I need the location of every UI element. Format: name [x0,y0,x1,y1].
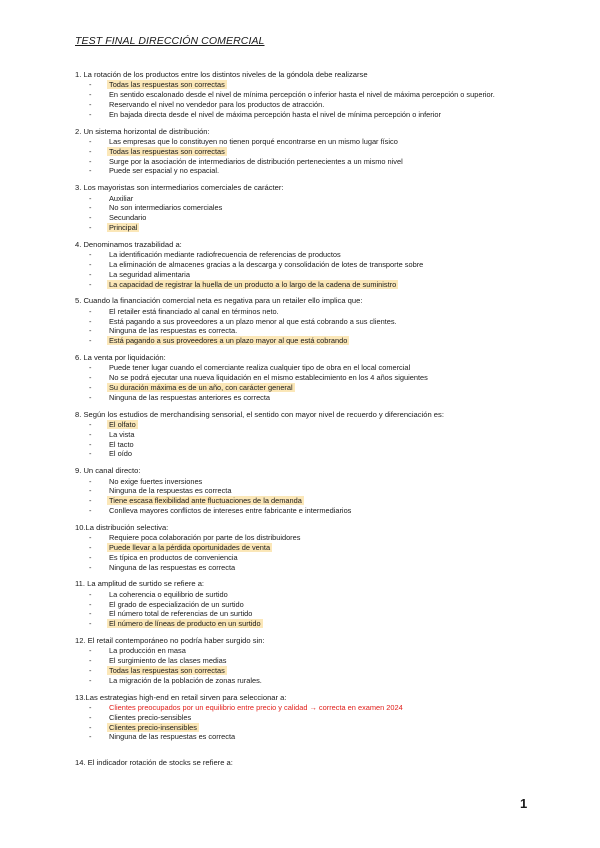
question-text: 13.Las estrategias high-end en retail sirven para seleccionar a: [75,692,287,702]
option-list [75,363,545,402]
option-text: Está pagando a sus proveedores a un plazo menor al que está cobrando a sus clientes. [109,316,397,326]
option-item [75,449,545,459]
option-text: Está pagando a sus proveedores a un plazo mayor al que está cobrando [109,336,348,346]
option-item-correct [75,496,545,506]
option-text: Clientes precio-insensibles [109,722,197,732]
option-text: El olfato [109,419,136,429]
option-text: La vista [109,429,135,439]
question-list [75,70,545,749]
option-item-correct [75,80,545,90]
option-text: Ninguna de la respuestas es correcta [109,486,232,496]
option-item [75,477,545,487]
option-list [75,590,545,629]
option-item [75,157,545,167]
question-block [75,183,545,233]
question-block [75,579,545,629]
option-text: Clientes preocupados por un equilibrio entre precio y calidad → correcta en examen 2024 [109,702,403,712]
option-list [75,307,545,346]
option-text: En sentido escalonado desde el nivel de mínima percepción o inferior hasta el nivel de máxima percepción o superior. [109,90,495,100]
option-list [75,137,545,176]
question-block [75,127,545,177]
question-text: 6. La venta por liquidación: [75,352,166,362]
option-text: El oído [109,449,133,459]
option-text: Ninguna de las respuestas es correcta. [109,326,238,336]
option-text: Todas las respuestas son correctas [109,665,225,675]
question-text: 9. Un canal directo: [75,466,141,476]
option-list [75,533,545,572]
option-text: Ninguna de las respuestas es correcta [109,732,236,742]
question-block [75,523,545,573]
question-text: 1. La rotación de los productos entre los distintos niveles de la góndola debe realizarse [75,70,368,79]
option-item [75,656,545,666]
option-item-correct [75,666,545,676]
option-item [75,203,545,213]
option-text: No se podrá ejecutar una nueva liquidación en el mismo establecimiento en los 4 años siguientes [109,373,428,383]
page-title: TEST FINAL DIRECCIÓN COMERCIAL [75,35,265,47]
option-text: Auxiliar [109,193,134,203]
option-text: No son intermediarios comerciales [109,203,223,213]
option-list [75,194,545,233]
option-text: Principal [109,222,138,232]
option-text: Puede tener lugar cuando el comerciante realiza cualquier tipo de obra en el local comercial [109,363,411,373]
question-text: 12. El retail contemporáneo no podría haber surgido sin: [75,635,265,645]
option-text: Conlleva mayores conflictos de intereses entre fabricante e intermediarios [109,505,352,515]
question-text: 11. La amplitud de surtido se refiere a: [75,579,205,589]
question-text: 8. Según los estudios de merchandising sensorial, el sentido con mayor nivel de recuerdo y diferenciación es: [75,409,444,419]
option-text: La producción en masa [109,646,186,656]
option-item [75,713,545,723]
option-text: La coherencia o equilibrio de surtido [109,589,228,599]
option-text: La capacidad de registrar la huella de un producto a lo largo de la cadena de suministro [109,279,397,289]
option-text: El surgimiento de las clases medias [109,656,227,666]
option-text: Su duración máxima es de un año, con carácter general [109,382,293,392]
option-item-correct [75,619,545,629]
question-block [75,353,545,403]
option-text: La identificación mediante radiofrecuencia de referencias de productos [109,250,341,260]
question-block [75,70,545,120]
option-item [75,732,545,742]
option-text: La seguridad alimentaria [109,269,190,279]
option-text: Requiere poca colaboración por parte de los distribuidores [109,533,301,543]
option-item [75,363,545,373]
option-item [75,646,545,656]
option-text: Todas las respuestas son correctas [109,146,225,156]
option-item [75,393,545,403]
option-list [75,420,545,459]
option-item [75,373,545,383]
question-block [75,410,545,460]
question-block [75,693,545,743]
option-text: El grado de especialización de un surtido [109,599,244,609]
question-block [75,296,545,346]
option-text: El número total de referencias de un surtido [109,609,253,619]
question-block [75,466,545,516]
page-number: 1 [520,796,528,811]
option-item [75,90,545,100]
option-item [75,506,545,516]
option-item [75,270,545,280]
question-text: 10.La distribución selectiva: [75,522,169,532]
option-text: Puede ser espacial y no espacial. [109,166,220,176]
option-item-correct [75,383,545,393]
option-list [75,646,545,685]
option-text: Las empresas que lo constituyen no tienen porqué encontrarse en un mismo lugar físico [109,137,398,146]
option-text: Puede llevar a la pérdida oportunidades de venta [109,542,271,552]
question-text: 3. Los mayoristas son intermediarios comerciales de carácter: [75,183,284,193]
option-item [75,317,545,327]
option-item [75,110,545,120]
option-item [75,486,545,496]
option-text: En bajada directa desde el nivel de máxima percepción hasta el nivel de mínima percepción o inferior [109,109,441,119]
option-text: El número de líneas de producto en un surtido [109,619,261,629]
option-item [75,600,545,610]
option-item-correct [75,723,545,733]
option-item-correct [75,223,545,233]
option-item [75,676,545,686]
option-item [75,260,545,270]
option-item-correct [75,280,545,290]
option-list [75,703,545,742]
option-text: El retailer está financiado al canal en términos neto. [109,306,279,316]
option-text: Ninguna de las respuestas anteriores es correcta [109,392,271,402]
option-item-correct [75,420,545,430]
option-item [75,590,545,600]
option-item [75,533,545,543]
question-block [75,240,545,290]
option-item [75,213,545,223]
option-item [75,307,545,317]
question-text: 5. Cuando la financiación comercial neta es negativa para un retailer ello implica que: [75,296,363,306]
option-item-correct [75,147,545,157]
option-item [75,166,545,176]
option-list [75,80,545,119]
option-item-correct [75,336,545,346]
question-text: 4. Denominamos trazabilidad a: [75,239,182,249]
option-item [75,440,545,450]
option-item [75,326,545,336]
option-list [75,250,545,289]
option-item [75,194,545,204]
option-text: Ninguna de las respuestas es correcta [109,562,236,572]
question-text: 2. Un sistema horizontal de distribución: [75,126,210,136]
option-item [75,250,545,260]
option-item [75,100,545,110]
option-text: Tiene escasa flexibilidad ante fluctuaciones de la demanda [109,496,302,506]
option-item [75,563,545,573]
option-text: Es típica en productos de conveniencia [109,552,238,562]
option-text: Surge por la asociación de intermediarios de distribución pertenecientes a un mismo nivel [109,156,403,166]
option-item [75,137,545,147]
option-text: La migración de la población de zonas rurales. [109,675,262,685]
option-text: Secundario [109,213,147,223]
option-text: Clientes precio-sensibles [109,712,192,722]
option-item [75,553,545,563]
option-text: El tacto [109,439,134,449]
option-item-correct [75,543,545,553]
option-text: Todas las respuestas son correctas [109,80,225,90]
option-item [75,430,545,440]
option-text: La eliminación de almacenes gracias a la descarga y consolidación de lotes de transporte sobre [109,259,424,269]
option-item [75,703,545,713]
option-item [75,609,545,619]
option-list [75,477,545,516]
question-14: 14. El indicador rotación de stocks se refiere a: [75,758,233,767]
question-block [75,636,545,686]
option-text: Reservando el nivel no vendedor para los productos de atracción. [109,100,325,109]
option-text: No exige fuertes inversiones [109,476,203,486]
